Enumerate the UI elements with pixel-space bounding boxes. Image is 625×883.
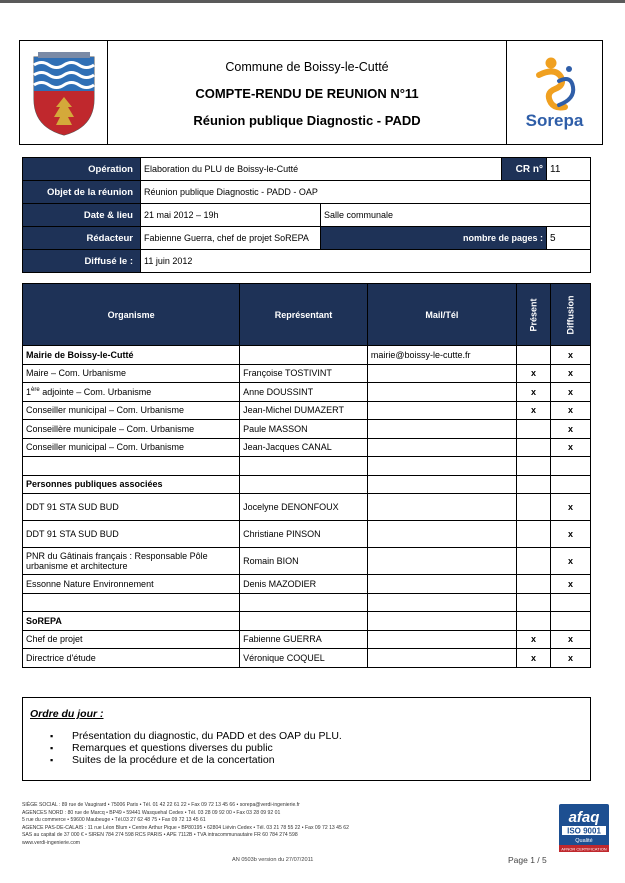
present-cell xyxy=(516,346,550,365)
col-mail: Mail/Tél xyxy=(367,284,516,346)
diffusion-cell: x xyxy=(550,649,590,668)
table-row xyxy=(23,612,591,631)
present-cell xyxy=(516,593,550,612)
organisme-superscript: ère xyxy=(31,386,40,393)
mail-cell xyxy=(367,420,516,439)
organisme-cell: SoREPA xyxy=(23,612,240,631)
table-row xyxy=(23,548,591,575)
representant-cell xyxy=(240,475,368,494)
organisme-cell: Conseiller municipal – Com. Urbanisme xyxy=(23,401,240,420)
representant-cell: Fabienne GUERRA xyxy=(240,630,368,649)
table-row xyxy=(23,401,591,420)
mail-cell xyxy=(367,521,516,548)
diffusion-cell xyxy=(550,457,590,476)
commune-crest xyxy=(20,41,108,144)
attendance-table xyxy=(22,283,591,668)
present-cell: x xyxy=(516,364,550,383)
footer-line: SIÈGE SOCIAL : 89 rue de Vaugirard • 75006 Paris • Tél. 01 42 22 61 22 • Fax 09 72 13 45 66 • sorepa@verdi-ingenierie.fr xyxy=(22,802,300,808)
agenda-item: ▪ Remarques et questions diverses du public xyxy=(50,742,590,754)
diffusion-cell: x xyxy=(550,346,590,365)
table-row xyxy=(23,420,591,439)
agenda-item: ▪ Suites de la procédure et de la concertation xyxy=(50,754,590,766)
mail-cell xyxy=(367,593,516,612)
mail-cell xyxy=(367,649,516,668)
document-title: COMPTE-RENDU DE REUNION N°11 xyxy=(195,85,419,101)
footer-line: SAS au capital de 37 000 € • SIREN 784 274 598 RCS PARIS • APE 7112B • TVA intracommunautaire FR 60 784 274 598 xyxy=(22,832,298,839)
diffuse-row xyxy=(23,250,591,273)
representant-cell xyxy=(240,457,368,476)
mail-cell xyxy=(367,457,516,476)
diffusion-cell: x xyxy=(550,401,590,420)
organisme-cell: Conseiller municipal – Com. Urbanisme xyxy=(23,438,240,457)
table-row xyxy=(23,575,591,594)
representant-cell: Christiane PINSON xyxy=(240,521,368,548)
representant-cell xyxy=(240,612,368,631)
col-present xyxy=(516,284,550,346)
organisme-cell: DDT 91 STA SUD BUD xyxy=(23,521,240,548)
table-row xyxy=(23,457,591,476)
table-row xyxy=(23,438,591,457)
operation-value: Elaboration du PLU de Boissy-le-Cutté xyxy=(141,158,502,181)
attendance-body xyxy=(23,346,591,668)
afaq-certification-icon xyxy=(559,804,609,852)
diffusion-cell xyxy=(550,593,590,612)
afaq-cert: AFNOR CERTIFICATION xyxy=(561,846,607,852)
diffusion-cell: x xyxy=(550,438,590,457)
agenda-item: ▪ Présentation du diagnostic, du PADD et des OAP du PLU. xyxy=(50,730,590,742)
representant-cell xyxy=(240,346,368,365)
table-row xyxy=(23,475,591,494)
footer-line: 5 rue du commerce • 59600 Maubeuge • Tél.03 27 62 48 75 • Fax 09 72 13 45 61 xyxy=(22,817,206,824)
diffusion-cell xyxy=(550,475,590,494)
table-row xyxy=(23,593,591,612)
redacteur-row xyxy=(23,227,591,250)
diffusion-cell: x xyxy=(550,630,590,649)
diffusion-cell: x xyxy=(550,575,590,594)
representant-cell: Jean-Jacques CANAL xyxy=(240,438,368,457)
present-cell: x xyxy=(516,630,550,649)
mail-cell xyxy=(367,575,516,594)
mail-cell xyxy=(367,438,516,457)
organisme-cell: Directrice d'étude xyxy=(23,649,240,668)
present-cell xyxy=(516,420,550,439)
col-organisme: Organisme xyxy=(23,284,240,346)
table-row xyxy=(23,521,591,548)
representant-cell: Véronique COQUEL xyxy=(240,649,368,668)
organisme-cell: Essonne Nature Environnement xyxy=(23,575,240,594)
organisme-cell xyxy=(23,593,240,612)
present-cell xyxy=(516,475,550,494)
organisme-cell: DDT 91 STA SUD BUD xyxy=(23,494,240,521)
cr-value: 11 xyxy=(547,158,591,181)
afaq-iso: ISO 9001 xyxy=(567,826,601,836)
present-cell: x xyxy=(516,401,550,420)
col-present-label: Présent xyxy=(528,297,539,332)
representant-cell: Françoise TOSTIVINT xyxy=(240,364,368,383)
diffusion-cell xyxy=(550,612,590,631)
present-cell xyxy=(516,457,550,476)
present-cell: x xyxy=(516,649,550,668)
diffusion-cell: x xyxy=(550,420,590,439)
organisme-cell: Mairie de Boissy-le-Cutté xyxy=(23,346,240,365)
representant-cell: Jocelyne DENONFOUX xyxy=(240,494,368,521)
diffusion-cell: x xyxy=(550,521,590,548)
meeting-info-table xyxy=(22,157,591,273)
agenda-box xyxy=(22,697,591,781)
organisme-prefix: 1 xyxy=(26,386,32,397)
footer-line: AGENCE PAS-DE-CALAIS : 11 rue Léon Blum • Centre Arthur Pique • BP80195 • 62804 Liévin Cedex • Tél. 03 21 78 55 22 • Fax 09 72 13 45 62 xyxy=(22,824,349,831)
table-row xyxy=(23,494,591,521)
mail-cell xyxy=(367,401,516,420)
representant-cell: Romain BION xyxy=(240,548,368,575)
table-row xyxy=(23,649,591,668)
representant-cell: Jean-Michel DUMAZERT xyxy=(240,401,368,420)
mail-cell xyxy=(367,475,516,494)
operation-row xyxy=(23,158,591,181)
agenda-heading: Ordre du jour : xyxy=(30,708,104,720)
mail-cell xyxy=(367,630,516,649)
diffuse-label: Diffusé le : xyxy=(23,250,141,273)
page-number: Page 1 / 5 xyxy=(508,855,547,865)
table-row xyxy=(23,346,591,365)
present-cell xyxy=(516,612,550,631)
organisme-cell xyxy=(23,457,240,476)
representant-cell: Paule MASSON xyxy=(240,420,368,439)
top-rule xyxy=(0,0,625,3)
date-row xyxy=(23,204,591,227)
footer-line: www.verdi-ingenierie.com xyxy=(22,839,81,846)
sorepa-logo xyxy=(507,41,602,144)
organisme-text: adjointe – Com. Urbanisme xyxy=(39,386,152,397)
footer-line: AGENCES NORD : 80 rue de Marcq • BP49 • 59441 Wasquehal Cedex • Tél. 03 28 09 92 00 • Fax 03 28 09 92 01 xyxy=(22,809,281,816)
organisme-cell: Maire – Com. Urbanisme xyxy=(23,364,240,383)
afaq-qualite: Qualité xyxy=(575,838,593,844)
diffuse-value: 11 juin 2012 xyxy=(141,250,591,273)
sorepa-figure-icon xyxy=(529,55,581,113)
mail-cell: mairie@boissy-le-cutte.fr xyxy=(367,346,516,365)
document-reference: AN 0503b version du 27/07/2011 xyxy=(232,857,314,863)
col-representant: Représentant xyxy=(240,284,368,346)
sorepa-logo-text: Sorepa xyxy=(525,110,584,130)
mail-cell xyxy=(367,612,516,631)
agenda-list xyxy=(30,730,590,766)
objet-row xyxy=(23,181,591,204)
organisme-cell xyxy=(23,383,240,402)
operation-label: Opération xyxy=(23,158,141,181)
present-cell xyxy=(516,438,550,457)
mail-cell xyxy=(367,494,516,521)
table-row xyxy=(23,383,591,402)
afaq-word: afaq xyxy=(568,809,600,826)
present-cell: x xyxy=(516,383,550,402)
representant-cell xyxy=(240,593,368,612)
organisme-cell: Chef de projet xyxy=(23,630,240,649)
objet-label: Objet de la réunion xyxy=(23,181,141,204)
coat-of-arms-icon xyxy=(28,49,100,137)
redacteur-label: Rédacteur xyxy=(23,227,141,250)
col-diffusion xyxy=(550,284,590,346)
present-cell xyxy=(516,575,550,594)
mail-cell xyxy=(367,364,516,383)
present-cell xyxy=(516,548,550,575)
commune-name: Commune de Boissy-le-Cutté xyxy=(225,59,389,74)
present-cell xyxy=(516,494,550,521)
mail-cell xyxy=(367,548,516,575)
diffusion-cell: x xyxy=(550,383,590,402)
lieu-value: Salle communale xyxy=(321,204,591,227)
organisme-cell: PNR du Gâtinais français : Responsable Pôle urbanisme et architecture xyxy=(23,548,240,575)
document-header xyxy=(19,40,603,145)
date-value: 21 mai 2012 – 19h xyxy=(141,204,321,227)
diffusion-cell: x xyxy=(550,364,590,383)
pages-label: nombre de pages : xyxy=(321,227,547,250)
redacteur-value: Fabienne Guerra, chef de projet SoREPA xyxy=(141,227,321,250)
attendance-header-row xyxy=(23,284,591,346)
objet-value: Réunion publique Diagnostic - PADD - OAP xyxy=(141,181,591,204)
pages-value: 5 xyxy=(547,227,591,250)
table-row xyxy=(23,630,591,649)
table-row xyxy=(23,364,591,383)
organisme-cell: Personnes publiques associées xyxy=(23,475,240,494)
representant-cell: Anne DOUSSINT xyxy=(240,383,368,402)
cr-label: CR n° xyxy=(502,158,547,181)
organisme-cell: Conseillère municipale – Com. Urbanisme xyxy=(23,420,240,439)
document-subtitle: Réunion publique Diagnostic - PADD xyxy=(193,112,421,128)
mail-cell xyxy=(367,383,516,402)
present-cell xyxy=(516,521,550,548)
company-footer xyxy=(22,802,502,848)
diffusion-cell: x xyxy=(550,548,590,575)
date-label: Date & lieu xyxy=(23,204,141,227)
col-diffusion-label: Diffusion xyxy=(565,295,576,334)
representant-cell: Denis MAZODIER xyxy=(240,575,368,594)
diffusion-cell: x xyxy=(550,494,590,521)
